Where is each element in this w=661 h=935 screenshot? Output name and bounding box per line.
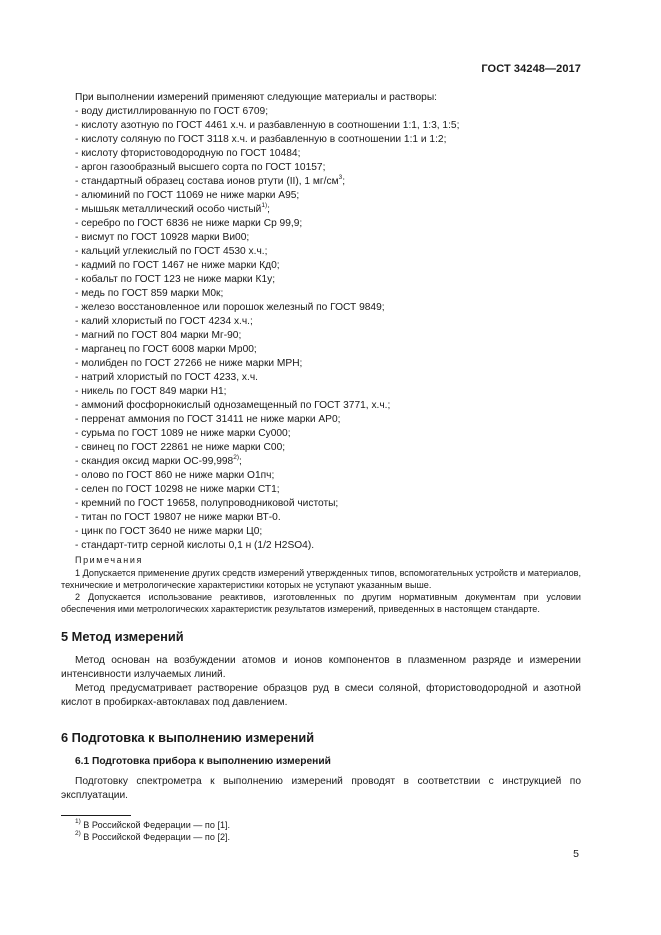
material-item-text: - висмут по ГОСТ 10928 марки Ви00; xyxy=(75,232,250,243)
material-item xyxy=(75,525,581,539)
material-item-superscript: 2) xyxy=(233,453,239,461)
material-item xyxy=(75,189,581,203)
material-item-suffix: ; xyxy=(342,176,346,187)
material-item-text: - кадмий по ГОСТ 1467 не ниже марки Кд0; xyxy=(75,260,280,271)
material-item xyxy=(75,231,581,245)
material-item xyxy=(75,133,581,147)
section-6-1-paragraph: Подготовку спектрометра к выполнению измерений проводят в соответствии с инструкцией по эксплуатации. xyxy=(61,776,581,801)
material-item xyxy=(75,539,581,553)
section-5-paragraph-1: Метод основан на возбуждении атомов и ионов компонентов в плазменном разряде и измерении интенсивности излучаемых линий. xyxy=(61,655,581,680)
material-item xyxy=(75,147,581,161)
material-item xyxy=(75,357,581,371)
material-item xyxy=(75,399,581,413)
section-5-heading: 5 Метод измерений xyxy=(61,629,184,644)
material-item-text: - медь по ГОСТ 859 марки М0к; xyxy=(75,288,224,299)
material-item xyxy=(75,217,581,231)
section-5-paragraph-2: Метод предусматривает растворение образцов руд в смеси соляной, фтористоводородной и азотной кислот в пробирках-автоклавах под давлением. xyxy=(61,683,581,708)
page-number: 5 xyxy=(573,848,579,860)
material-item-text: - кислоту фтористоводородную по ГОСТ 10484; xyxy=(75,148,301,159)
material-item-text: - калий хлористый по ГОСТ 4234 х.ч.; xyxy=(75,316,253,327)
material-item-text: - магний по ГОСТ 804 марки Мг-90; xyxy=(75,330,242,341)
footnote-2-text: В Российской Федерации — по [2]. xyxy=(80,832,231,842)
footnote-1-mark: 1) xyxy=(75,817,81,825)
material-item-text: - натрий хлористый по ГОСТ 4233, х.ч. xyxy=(75,372,258,383)
material-item-superscript: 1) xyxy=(261,201,268,209)
material-item xyxy=(75,343,581,357)
material-item-text: - железо восстановленное или порошок железный по ГОСТ 9849; xyxy=(75,302,385,313)
material-item-text: - стандарт-титр серной кислоты 0,1 н (1/2 H2SO4). xyxy=(75,540,315,551)
material-item xyxy=(75,287,581,301)
material-item-text: - кальций углекислый по ГОСТ 4530 х.ч.; xyxy=(75,246,268,257)
materials-list xyxy=(61,105,581,553)
footnote-1 xyxy=(75,819,581,831)
material-item xyxy=(75,273,581,287)
material-item xyxy=(75,119,581,133)
material-item xyxy=(75,497,581,511)
material-item-text: - кремний по ГОСТ 19658, полупроводниковой чистоты; xyxy=(75,498,339,509)
material-item-text: - титан по ГОСТ 19807 не ниже марки ВТ-0. xyxy=(75,512,281,523)
material-item-text: - кобальт по ГОСТ 123 не ниже марки К1у; xyxy=(75,274,276,285)
material-item-text: - стандартный образец состава ионов ртути (II), 1 мг/см xyxy=(75,176,339,187)
material-item-text: - никель по ГОСТ 849 марки Н1; xyxy=(75,386,227,397)
material-item-suffix: ; xyxy=(267,204,270,215)
material-item xyxy=(75,483,581,497)
footnote-2 xyxy=(75,831,581,843)
material-item xyxy=(75,161,581,175)
footnote-1-text: В Российской Федерации — по [1]. xyxy=(80,820,231,830)
section-6-1-heading: 6.1 Подготовка прибора к выполнению измерений xyxy=(75,756,331,767)
material-item-text: - марганец по ГОСТ 6008 марки Мр00; xyxy=(75,344,257,355)
material-item xyxy=(75,469,581,483)
material-item xyxy=(75,175,581,189)
material-item xyxy=(75,315,581,329)
note-1: 1 Допускается применение других средств измерений утвержденных типов, вспомогательных устройств и материалов, технические и метрологические характеристики которых не уступают указанным выше. xyxy=(61,568,581,590)
material-item-text: - скандия оксид марки ОС-99,998 xyxy=(75,456,234,467)
footnote-divider xyxy=(61,815,131,816)
material-item xyxy=(75,413,581,427)
material-item-text: - мышьяк металлический особо чистый xyxy=(75,204,262,215)
materials-intro: При выполнении измерений применяют следующие материалы и растворы: xyxy=(75,92,437,103)
material-item-text: - кислоту азотную по ГОСТ 4461 х.ч. и разбавленную в соотношении 1:1, 1:3, 1:5; xyxy=(75,120,460,131)
material-item xyxy=(75,441,581,455)
material-item-text: - перренат аммония по ГОСТ 31411 не ниже марки АР0; xyxy=(75,414,341,425)
material-item xyxy=(75,259,581,273)
document-code-header: ГОСТ 34248—2017 xyxy=(481,63,581,75)
material-item-suffix: ; xyxy=(239,456,242,467)
material-item-text: - молибден по ГОСТ 27266 не ниже марки МРН; xyxy=(75,358,303,369)
material-item-text: - серебро по ГОСТ 6836 не ниже марки Ср 99,9; xyxy=(75,218,303,229)
material-item xyxy=(75,245,581,259)
material-item-text: - воду дистиллированную по ГОСТ 6709; xyxy=(75,106,269,117)
material-item-text: - аммоний фосфорнокислый однозамещенный по ГОСТ 3771, х.ч.; xyxy=(75,400,391,411)
material-item-text: - свинец по ГОСТ 22861 не ниже марки С00; xyxy=(75,442,286,453)
footnote-2-mark: 2) xyxy=(75,829,81,837)
material-item-text: - кислоту соляную по ГОСТ 3118 х.ч. и разбавленную в соотношении 1:1 и 1:2; xyxy=(75,134,447,145)
material-item xyxy=(75,455,581,469)
material-item xyxy=(75,203,581,217)
material-item xyxy=(75,329,581,343)
material-item xyxy=(75,511,581,525)
note-2: 2 Допускается использование реактивов, изготовленных по другим нормативным документам при условии обеспечения ими метрологических характеристик результатов измерений, приведенных в настоящем стандарте. xyxy=(61,592,581,614)
material-item-text: - сурьма по ГОСТ 1089 не ниже марки Су000; xyxy=(75,428,291,439)
page-content xyxy=(61,91,581,843)
material-item xyxy=(75,105,581,119)
notes-title: Примечания xyxy=(75,555,143,565)
material-item-superscript: 3 xyxy=(338,173,343,181)
material-item xyxy=(75,301,581,315)
material-item xyxy=(75,427,581,441)
section-6-heading: 6 Подготовка к выполнению измерений xyxy=(61,730,315,745)
material-item-text: - селен по ГОСТ 10298 не ниже марки СТ1; xyxy=(75,484,280,495)
material-item-text: - цинк по ГОСТ 3640 не ниже марки Ц0; xyxy=(75,526,263,537)
material-item-text: - аргон газообразный высшего сорта по ГОСТ 10157; xyxy=(75,162,326,173)
material-item-text: - олово по ГОСТ 860 не ниже марки О1пч; xyxy=(75,470,275,481)
material-item xyxy=(75,385,581,399)
material-item xyxy=(75,371,581,385)
material-item-text: - алюминий по ГОСТ 11069 не ниже марки А95; xyxy=(75,190,300,201)
